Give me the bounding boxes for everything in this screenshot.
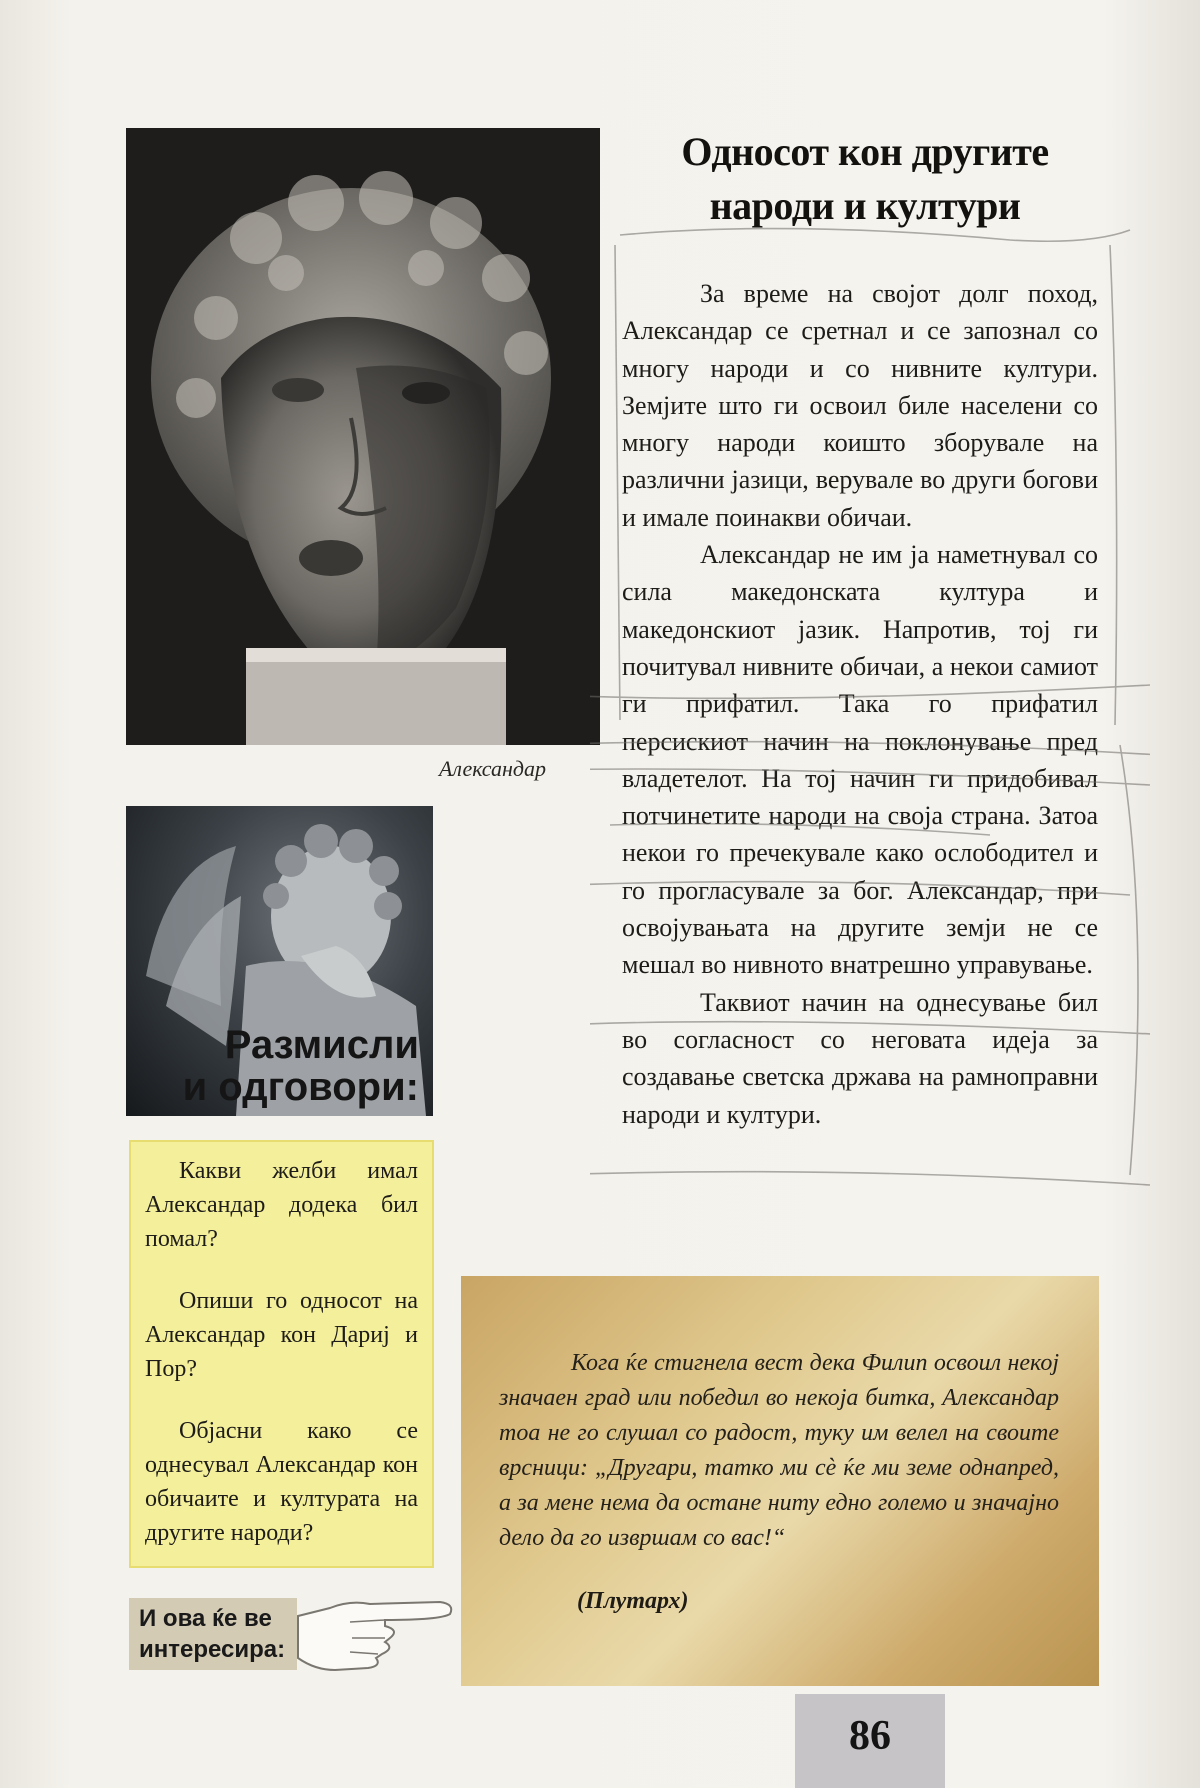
paragraph-1: За време на својот долг поход, Александар се сретнал и се запознал со многу народи и со нивните култури. Земјите што ги освоил биле населени со многу народи коишто зборувале на различни јазици, верувале во други богови и имале поинакви обичаи. [622,279,1098,532]
interest-line-1: И ова ќе ве [139,1605,272,1632]
pointing-hand-icon [290,1586,460,1676]
paragraph-3: Таквиот начин на однесување бил во согласност со неговата идеја за создавање светска држава на рамноправни народи и култури. [622,987,1098,1129]
title-line-1: Односот кон другите [681,129,1049,174]
page-title [630,125,1100,233]
interest-line-2: интересира: [139,1636,286,1663]
portrait-caption: Александар [438,756,546,781]
page-number: 86 [795,1694,945,1788]
question-2: Опиши го односот на Александар кон Дариј и Пор? [145,1288,418,1382]
questions-box [129,1140,434,1568]
quote-text: Кога ќе стигнела вест дека Филип освоил некој значаен град или победил во некоја битка, Александар тоа не го слушал со радост, туку им велел на своите врсници: „Другари, татко ми сѐ ќе ми земе однапред, а за мене нема да остане ниту едно големо и значајно дело да го извршам со вас!“ [499,1350,1059,1551]
think-and-answer-heading [183,1024,419,1108]
paragraph-2: Александар не им ја наметнувал со сила македонската култура и македонскиот јазик. Напротив, тој ги почитувал нивните обичаи, а некои самиот ги прифатил. Така го прифатил персискиот начин на поклонување пред владетелот. На тој начин ги придобивал потчинетите народи на своја страна. Затоа некои го пречекувале како ослободител и го прогласувале за бог. Александар, при освојувањата на другите земји не се мешал во нивното внатрешно управување. [622,540,1098,980]
think-line-2: и одговори: [182,1065,419,1109]
interest-label [129,1598,297,1670]
alexander-bust-photo [126,128,600,745]
think-line-1: Размисли [224,1023,419,1067]
plutarch-quote-box [461,1276,1099,1686]
think-and-answer-banner [126,806,433,1116]
question-1: Какви желби имал Александар додека бил помал? [145,1158,418,1252]
main-article [622,275,1098,1133]
question-3: Објасни како се однесувал Александар кон обичаите и културата на другите народи? [145,1418,418,1546]
quote-source: (Плутарх) [577,1588,689,1614]
title-line-2: народи и култури [709,183,1021,228]
